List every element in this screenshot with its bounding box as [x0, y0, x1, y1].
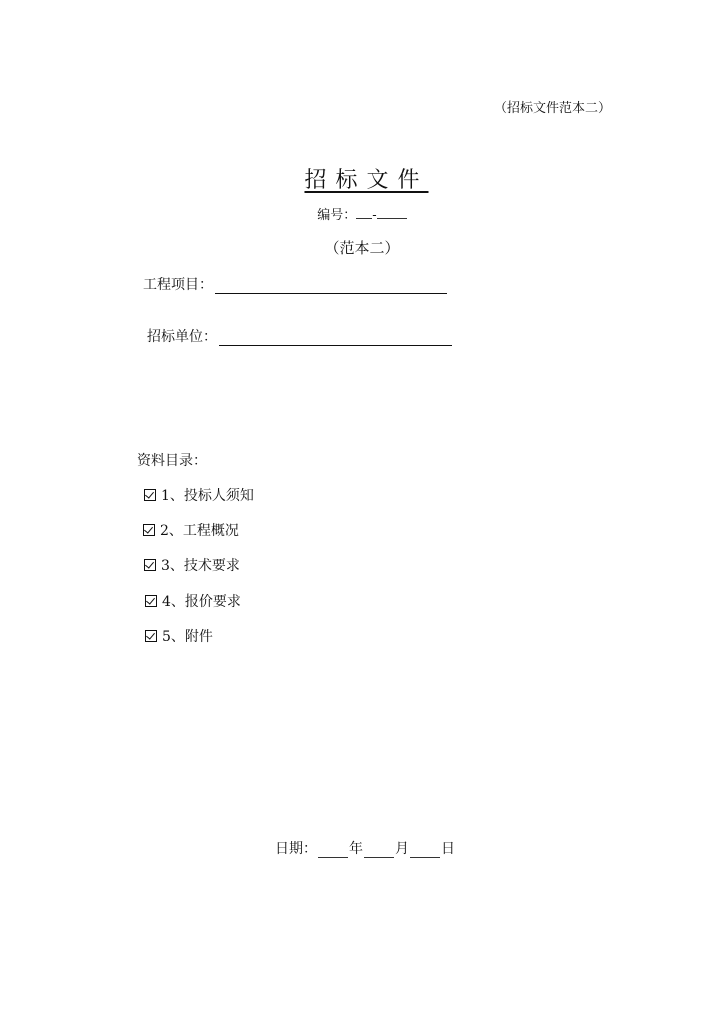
document-number-label: 编号： — [317, 208, 357, 223]
contents-item-label: 4、报价要求 — [162, 594, 241, 610]
month-unit: 月 — [395, 841, 409, 857]
contents-item[interactable] — [145, 626, 213, 646]
checkbox-checked-icon[interactable] — [145, 630, 157, 642]
corner-note: （招标文件范本二） — [493, 101, 611, 116]
checkbox-checked-icon[interactable] — [144, 489, 156, 501]
contents-item[interactable] — [144, 485, 254, 505]
checkbox-checked-icon[interactable] — [144, 559, 156, 571]
contents-item[interactable] — [145, 591, 241, 611]
contents-item[interactable] — [144, 555, 240, 575]
project-label: 工程项目： — [143, 277, 213, 293]
document-number — [0, 204, 724, 223]
document-number-blank-2[interactable] — [377, 207, 407, 219]
year-blank[interactable] — [318, 845, 348, 858]
checkbox-checked-icon[interactable] — [145, 595, 157, 607]
contents-item[interactable] — [143, 520, 239, 540]
bidder-label: 招标单位： — [147, 329, 217, 345]
day-blank[interactable] — [410, 845, 440, 858]
document-number-separator: - — [372, 208, 377, 223]
contents-heading: 资料目录： — [137, 453, 207, 469]
version-label: （范本二） — [324, 239, 400, 257]
contents-item-label: 3、技术要求 — [161, 558, 240, 574]
bidder-input-line[interactable] — [219, 329, 452, 346]
bidder-field — [147, 326, 452, 346]
document-number-blank-1[interactable] — [356, 207, 372, 219]
project-input-line[interactable] — [215, 277, 447, 294]
checkbox-checked-icon[interactable] — [143, 524, 155, 536]
document-title: 招标文件 — [304, 168, 429, 193]
date-line — [275, 838, 455, 858]
year-unit: 年 — [349, 841, 363, 857]
project-field — [143, 274, 447, 294]
day-unit: 日 — [441, 841, 455, 857]
contents-item-label: 1、投标人须知 — [161, 488, 254, 504]
contents-item-label: 2、工程概况 — [160, 523, 239, 539]
contents-item-label: 5、附件 — [162, 629, 213, 645]
month-blank[interactable] — [364, 845, 394, 858]
date-label: 日期： — [275, 841, 317, 857]
